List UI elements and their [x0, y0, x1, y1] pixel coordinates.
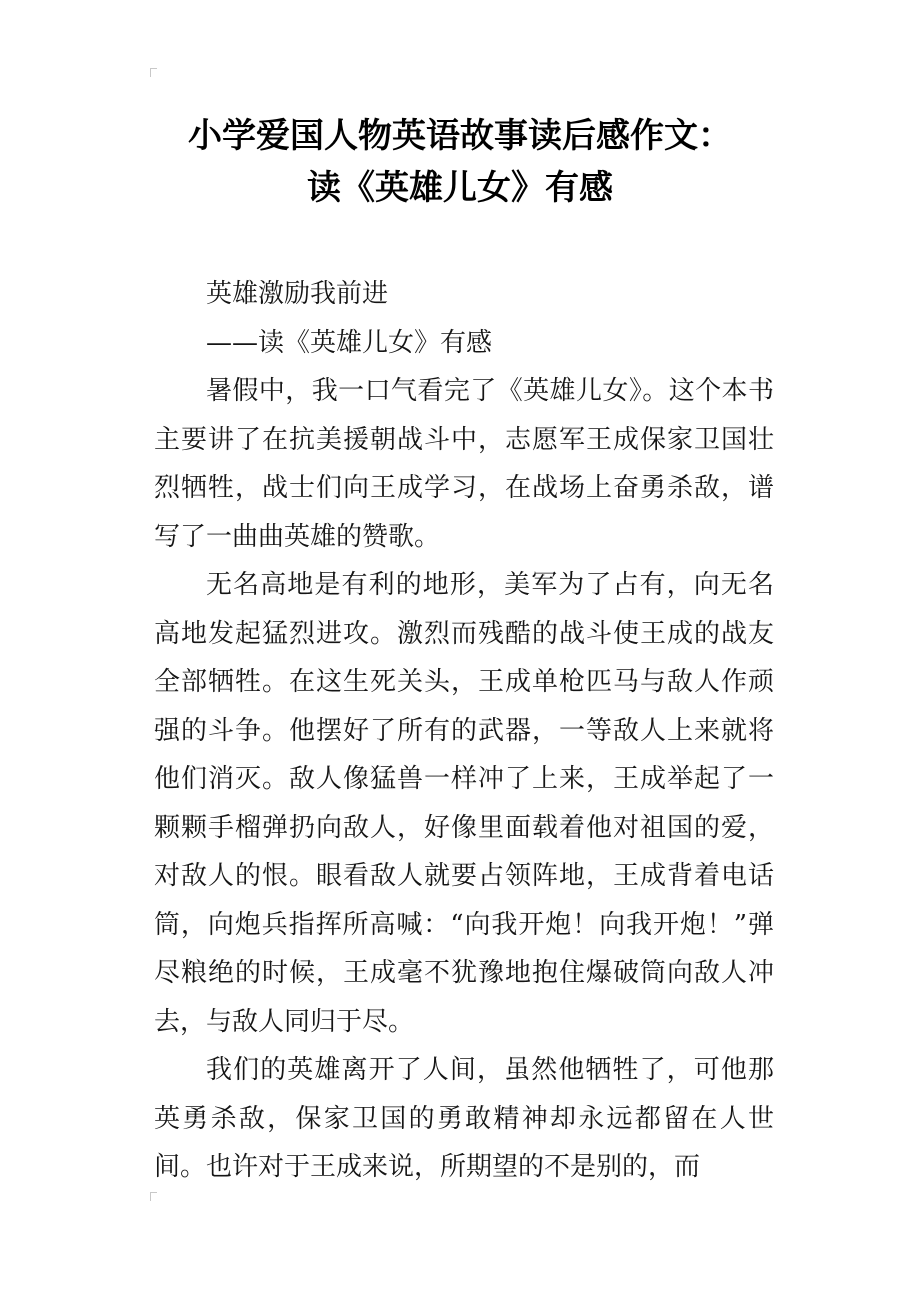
- title-line-2: 读《英雄儿女》有感: [307, 168, 613, 208]
- page-corner-mark-bottom: [150, 1192, 157, 1201]
- body-paragraph: 我们的英雄离开了人间，虽然他牺牲了，可他那英勇杀敌，保家卫国的勇敢精神却永远都留在人世间。也许对于王成来说，所期望的不是别的，而: [154, 1055, 774, 1182]
- subtitle-byline: ——读《英雄儿女》有感: [206, 327, 493, 358]
- page-corner-mark-top: [150, 68, 157, 77]
- title-line-1: 小学爱国人物英语故事读后感作文：: [188, 116, 732, 156]
- body-paragraph: 暑假中，我一口气看完了《英雄儿女》。这个本书主要讲了在抗美援朝战斗中，志愿军王成保家卫国壮烈牺牲，战士们向王成学习，在战场上奋勇杀敌，谱写了一曲曲英雄的赞歌。: [154, 376, 774, 552]
- subtitle-heading: 英雄激励我前进: [206, 279, 389, 309]
- body-paragraph: 无名高地是有利的地形，美军为了占有，向无名高地发起猛烈进攻。激烈而残酷的战斗使王成的战友全部牺牲。在这生死关头，王成单枪匹马与敌人作顽强的斗争。他摆好了所有的武器，一等敌人上来就将他们消灭。敌人像猛兽一样冲了上来，王成举起了一颗颗手榴弹扔向敌人，好像里面载着他对祖国的爱，对敌人的恨。眼看敌人就要占领阵地，王成背着电话筒，向炮兵指挥所高喊：“向我开炮！向我开炮！”弹尽粮绝的时候，王成毫不犹豫地抱住爆破筒向敌人冲去，与敌人同归于尽。: [154, 570, 774, 1037]
- document-title: [0, 110, 920, 214]
- document-body: [154, 270, 774, 1192]
